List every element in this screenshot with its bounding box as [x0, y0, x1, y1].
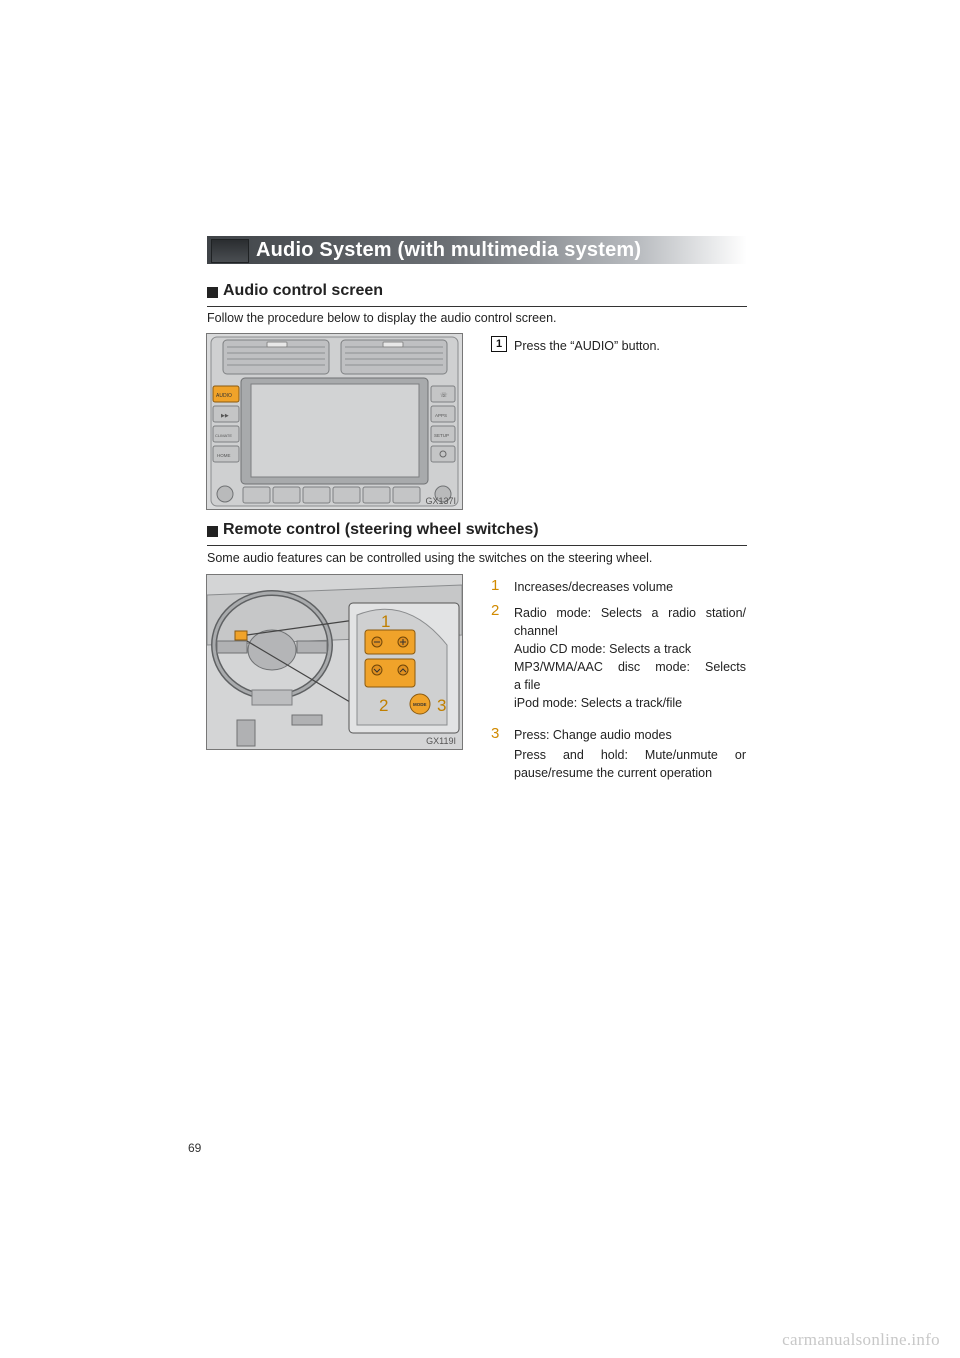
- svg-text:HOME: HOME: [217, 453, 231, 458]
- item-description-2: Radio mode: Selects a radio station/ channel Audio CD mode: Selects a track MP3/WMA/AAC disc mode: Selects a file iPod mode: Selects a track/file: [514, 606, 746, 710]
- section-heading-audio-control: [207, 282, 747, 307]
- figure-code: GX119I: [426, 736, 456, 746]
- svg-text:☏: ☏: [440, 392, 448, 399]
- title-block-decoration: [211, 239, 249, 263]
- square-bullet-icon: [207, 287, 218, 298]
- svg-text:AUDIO: AUDIO: [216, 393, 232, 399]
- item-description-1: Increases/decreases volume: [514, 580, 674, 594]
- svg-text:▶▶: ▶▶: [221, 413, 229, 419]
- square-bullet-icon: [207, 526, 218, 537]
- figure-steering-wheel-switches: [206, 574, 463, 750]
- section-intro-text: Follow the procedure below to display the audio control screen.: [207, 311, 557, 325]
- head-unit-illustration: [207, 334, 462, 509]
- watermark-text: carmanualsonline.info: [782, 1330, 940, 1349]
- figure-code: GX137I: [425, 496, 456, 506]
- item-description-3: Press: Change audio modes Press and hold: Mute/unmute or pause/resume the current operation: [514, 728, 746, 780]
- page-number: 69: [188, 1141, 202, 1155]
- left-air-vent: [223, 340, 329, 374]
- section-intro-text: Some audio features can be controlled using the switches on the steering wheel.: [207, 551, 653, 565]
- right-air-vent: [341, 340, 447, 374]
- figure-audio-head-unit: [206, 333, 463, 510]
- section-heading-remote-control: [207, 521, 747, 546]
- page-title: Audio System (with multimedia system): [256, 239, 642, 261]
- svg-text:CLIMATE: CLIMATE: [215, 433, 233, 438]
- item-number-3: 3: [491, 725, 500, 742]
- section-heading-text: Audio control screen: [223, 282, 384, 299]
- switch-location-highlight: [235, 631, 247, 640]
- step-number-badge: 1: [491, 336, 507, 352]
- item-number-2: 2: [491, 602, 500, 619]
- svg-text:MODE: MODE: [413, 702, 427, 707]
- svg-text:APPS: APPS: [435, 413, 448, 418]
- svg-text:SETUP: SETUP: [434, 433, 450, 438]
- item-number-1: 1: [491, 577, 500, 594]
- callout-1: 1: [381, 612, 391, 631]
- steering-wheel-illustration: [207, 575, 462, 749]
- callout-3: 3: [437, 696, 447, 715]
- section-heading-text: Remote control (steering wheel switches): [223, 521, 539, 538]
- step-instruction: Press the “AUDIO” button.: [514, 339, 660, 353]
- callout-2: 2: [379, 696, 389, 715]
